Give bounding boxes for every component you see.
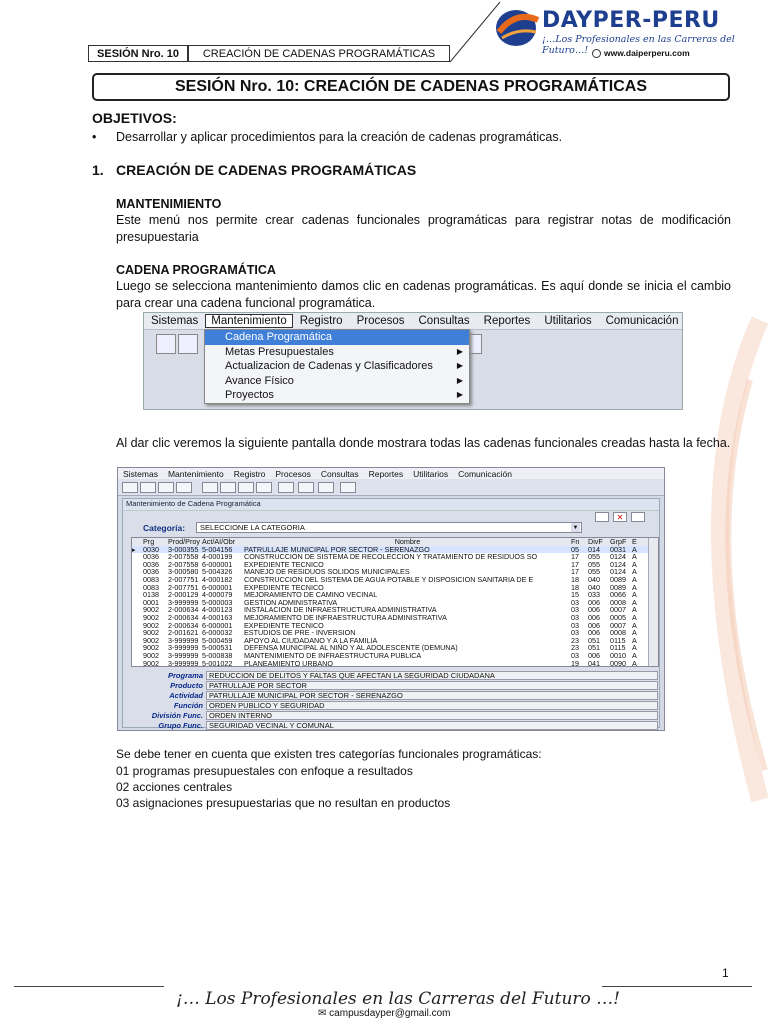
- table-cell: 0083: [143, 574, 159, 584]
- table-cell: 006: [588, 628, 600, 638]
- detail-row: [131, 711, 658, 720]
- table-cell: 2-000129: [168, 590, 199, 600]
- table-cell: 055: [588, 559, 600, 569]
- table-cell: 17: [571, 567, 579, 577]
- footer-rule-right: [602, 986, 752, 987]
- table-cell: 9002: [143, 605, 159, 615]
- table-cell: A: [632, 590, 637, 600]
- brand-name: DAYPER-PERU: [542, 8, 720, 33]
- dropdown-item-metas-presupuestales[interactable]: Metas Presupuestales ▶: [225, 345, 463, 358]
- table-cell: 03: [571, 605, 579, 615]
- table-cell: 0036: [143, 552, 159, 562]
- detail-row: [131, 671, 658, 680]
- table-cell: 9002: [143, 658, 159, 667]
- table-cell: 6-000001: [202, 559, 233, 569]
- first-icon[interactable]: [122, 482, 138, 493]
- detail-label: Producto: [170, 681, 203, 690]
- table-cell: A: [632, 559, 637, 569]
- table-cell: 051: [588, 643, 600, 653]
- table-cell: PATRULLAJE MUNICIPAL POR SECTOR - SERENAZGO: [244, 545, 430, 554]
- prev-record-button[interactable]: [178, 334, 198, 354]
- table-cell: 0089: [610, 582, 626, 592]
- table-cell: 041: [588, 658, 600, 667]
- app-screenshot: [117, 467, 665, 731]
- brand-slogan: ¡…Los Profesionales en las Carreras del Futuro…!: [542, 34, 735, 56]
- table-cell: PLANEAMIENTO URBANO: [244, 659, 333, 667]
- table-cell: 17: [571, 559, 579, 569]
- table-header: Prg Prod/Proy Act/AI/Obr Nombre Fn DivF GrpF E: [132, 538, 658, 546]
- table-cell: 2-007751: [168, 574, 199, 584]
- table-cell: 5-004156: [202, 544, 233, 554]
- session-label: SESIÓN Nro. 10: [88, 45, 188, 62]
- table-cell: 0083: [143, 582, 159, 592]
- table-cell: 4-000123: [202, 605, 233, 615]
- menu-comunicacion[interactable]: Comunicación: [605, 315, 679, 327]
- table-cell: 5-000531: [202, 643, 233, 653]
- table-cell: 3-999999: [168, 643, 199, 653]
- after-menu-text: Al dar clic veremos la siguiente pantalla donde mostrara todas las cadenas funcionales creadas hasta la fecha.: [116, 436, 731, 450]
- table-cell: 03: [571, 612, 579, 622]
- table-cell: EXPEDIENTE TECNICO: [244, 583, 324, 592]
- table-cell: 4-000079: [202, 590, 233, 600]
- menu-consultas[interactable]: Consultas: [418, 315, 470, 327]
- app-menu-sistemas[interactable]: Sistemas: [123, 468, 158, 479]
- save-icon[interactable]: [318, 482, 334, 493]
- table-cell: EXPEDIENTE TECNICO: [244, 560, 324, 569]
- table-cell: A: [632, 612, 637, 622]
- category-label: Categoría:: [143, 523, 186, 533]
- table-cell: A: [632, 597, 637, 607]
- detail-value: PATRULLAJE POR SECTOR: [206, 681, 658, 690]
- table-cell: 0036: [143, 559, 159, 569]
- table-cell: 0001: [143, 597, 159, 607]
- table-cell: 23: [571, 643, 579, 653]
- table-cell: 2-000634: [168, 620, 199, 630]
- submenu-arrow-icon: ▶: [456, 361, 463, 370]
- mantenimiento-dropdown: [204, 329, 470, 404]
- menu-registro[interactable]: Registro: [299, 315, 343, 327]
- detail-value: ORDEN PUBLICO Y SEGURIDAD: [206, 701, 658, 710]
- table-cell: 040: [588, 574, 600, 584]
- table-cell: 0090: [610, 658, 626, 667]
- objectives-heading: OBJETIVOS:: [92, 110, 177, 126]
- table-cell: 0005: [610, 612, 626, 622]
- brand-logo-icon: [494, 6, 544, 48]
- app-menu-comunicacion[interactable]: Comunicación: [458, 468, 512, 479]
- edit-record-icon[interactable]: [631, 512, 645, 522]
- table-cell: 055: [588, 552, 600, 562]
- table-cell: A: [632, 658, 637, 667]
- table-cell: 4-000199: [202, 552, 233, 562]
- category-item: 01 programas presupuestales con enfoque a resultados: [116, 764, 413, 778]
- table-cell: 4-000163: [202, 612, 233, 622]
- table-cell: 014: [588, 544, 600, 554]
- table-cell: 0031: [610, 544, 626, 554]
- table-cell: 0138: [143, 590, 159, 600]
- category-item: 03 asignaciones presupuestarias que no resultan en productos: [116, 796, 451, 810]
- detail-label: Grupo Func.: [158, 721, 203, 730]
- table-cell: 055: [588, 567, 600, 577]
- table-cell: A: [632, 582, 637, 592]
- detail-value: SEGURIDAD VECINAL Y COMUNAL: [206, 721, 658, 730]
- table-cell: A: [632, 574, 637, 584]
- table-cell: DEFENSA MUNICIPAL AL NIÑO Y AL ADOLESCENTE (DEMUNA): [244, 644, 458, 652]
- app-menu-mantenimiento[interactable]: Mantenimiento: [167, 468, 224, 479]
- table-cell: 19: [571, 658, 579, 667]
- footer-slogan: ¡… Los Profesionales en las Carreras del Futuro …!: [176, 989, 621, 1009]
- app-menubar: [118, 468, 664, 479]
- mantenimiento-window: [122, 498, 660, 728]
- table-cell: 5-000838: [202, 650, 233, 660]
- first-record-button[interactable]: [156, 334, 176, 354]
- detail-row: [131, 721, 658, 730]
- table-cell: 040: [588, 582, 600, 592]
- dropdown-item-actualizacion[interactable]: Actualizacion de Cadenas y Clasificadores ▶: [225, 360, 463, 372]
- table-cell: 2-001621: [168, 628, 199, 638]
- table-cell: A: [632, 567, 637, 577]
- table-cell: CONSTRUCCION DE SISTEMA DE RECOLECCION Y TRATAMIENTO DE RESIDUOS SO: [244, 553, 538, 561]
- table-cell: 15: [571, 590, 579, 600]
- table-cell: 5-004326: [202, 567, 233, 577]
- table-cell: 18: [571, 574, 579, 584]
- table-cell: 0124: [610, 552, 626, 562]
- exit-icon[interactable]: [340, 482, 356, 493]
- app-menu-utilitarios[interactable]: Utilitarios: [413, 468, 449, 479]
- table-cell: A: [632, 643, 637, 653]
- table-cell: 0115: [610, 635, 626, 645]
- table-cell: CONSTRUCCION DEL SISTEMA DE AGUA POTABLE Y DISPOSICION SANITARIA DE E: [244, 575, 534, 584]
- table-cell: 006: [588, 597, 600, 607]
- table-cell: 006: [588, 620, 600, 630]
- table-cell: APOYO AL CIUDADANO Y A LA FAMILIA: [244, 636, 378, 645]
- table-cell: 9002: [143, 612, 159, 622]
- table-cell: 03: [571, 650, 579, 660]
- table-cell: 051: [588, 635, 600, 645]
- app-menu-reportes[interactable]: Reportes: [368, 468, 404, 479]
- menu-reportes[interactable]: Reportes: [483, 315, 531, 327]
- mantenimiento-text: Este menú nos permite crear cadenas funcionales programáticas para registrar notas de modificación presupuestaria: [116, 213, 731, 244]
- submenu-arrow-icon: ▶: [456, 346, 463, 356]
- table-cell: A: [632, 650, 637, 660]
- table-cell: 17: [571, 552, 579, 562]
- table-cell: 0089: [610, 574, 626, 584]
- table-cell: 3-999999: [168, 650, 199, 660]
- table-cell: 0124: [610, 567, 626, 577]
- page-number: 1: [722, 966, 729, 980]
- table-cell: 0008: [610, 597, 626, 607]
- table-cell: 9002: [143, 643, 159, 653]
- last-icon[interactable]: [176, 482, 192, 493]
- section-number: 1.: [92, 162, 104, 178]
- prev-icon[interactable]: [140, 482, 156, 493]
- table-cell: 18: [571, 582, 579, 592]
- delete-icon[interactable]: [256, 482, 272, 493]
- grid-icon[interactable]: [298, 482, 314, 493]
- dropdown-item-proyectos[interactable]: Proyectos ▶: [225, 389, 463, 401]
- table-cell: MEJORAMIENTO DE INFRAESTRUCTURA ADMINISTRATIVA: [244, 613, 447, 622]
- table-cell: 0008: [610, 628, 626, 638]
- table-cell: MEJORAMIENTO DE CAMINO VECINAL: [244, 591, 378, 599]
- cadenas-table: [131, 537, 659, 667]
- table-cell: A: [632, 544, 637, 554]
- submenu-arrow-icon: ▶: [456, 390, 463, 399]
- table-cell: 2-000634: [168, 612, 199, 622]
- copy-icon[interactable]: [238, 482, 254, 493]
- detail-value: ORDEN INTERNO: [206, 711, 658, 720]
- app-toolbar: [118, 479, 664, 496]
- window-title: Mantenimiento de Cadena Programática: [123, 499, 659, 511]
- app-menu-registro[interactable]: Registro: [233, 468, 266, 479]
- detail-label: División Func.: [151, 711, 203, 720]
- globe-icon: [592, 49, 601, 58]
- mail-icon: ✉: [318, 1008, 327, 1019]
- table-cell: 23: [571, 635, 579, 645]
- table-cell: MANTENIMIENTO DE INFRAESTRUCTURA PUBLICA: [244, 651, 422, 660]
- table-cell: 006: [588, 612, 600, 622]
- menu-procesos[interactable]: Procesos: [356, 315, 405, 327]
- table-cell: GESTION ADMINISTRATIVA: [244, 598, 338, 607]
- cadena-text: Luego se selecciona mantenimiento damos clic en cadenas programáticas. Es aquí donde se inicia el cambio para crear una cadena funcional programática.: [116, 279, 731, 310]
- table-cell: A: [632, 552, 637, 562]
- menubar: [144, 313, 682, 330]
- menu-screenshot: [143, 312, 683, 410]
- table-cell: 0007: [610, 605, 626, 615]
- table-row[interactable]: [132, 660, 658, 668]
- new-record-icon[interactable]: [595, 512, 609, 522]
- footer-rule-left: [14, 986, 164, 987]
- table-cell: 3-000355: [168, 544, 199, 554]
- table-cell: 006: [588, 605, 600, 615]
- detail-label: Función: [173, 701, 203, 710]
- table-cell: 2-007751: [168, 582, 199, 592]
- table-cell: 6-000032: [202, 628, 233, 638]
- table-cell: 6-000001: [202, 582, 233, 592]
- dropdown-item-avance-fisico[interactable]: Avance Físico ▶: [225, 374, 463, 387]
- table-cell: 2-000634: [168, 605, 199, 615]
- table-cell: 9002: [143, 620, 159, 630]
- detail-row: [131, 691, 658, 700]
- app-menu-consultas[interactable]: Consultas: [320, 468, 359, 479]
- table-cell: 0010: [610, 650, 626, 660]
- section-heading: CREACIÓN DE CADENAS PROGRAMÁTICAS: [116, 162, 417, 178]
- table-cell: 5-001022: [202, 658, 233, 667]
- table-cell: 9002: [143, 635, 159, 645]
- cadena-heading: CADENA PROGRAMÁTICA: [116, 263, 276, 277]
- table-cell: 0007: [610, 620, 626, 630]
- table-cell: 4-000182: [202, 574, 233, 584]
- detail-label: Actividad: [169, 691, 203, 700]
- table-cell: 3-999999: [168, 597, 199, 607]
- website-link[interactable]: www.daiperperu.com: [592, 48, 690, 58]
- table-cell: 5-000003: [202, 597, 233, 607]
- bullet-icon: •: [92, 130, 97, 144]
- detail-label: Programa: [167, 671, 203, 680]
- session-topic: CREACIÓN DE CADENAS PROGRAMÁTICAS: [188, 45, 450, 62]
- category-select[interactable]: SELECCIONE LA CATEGORIA ▼: [196, 522, 582, 533]
- table-cell: 3-999999: [168, 658, 199, 667]
- menu-utilitarios[interactable]: Utilitarios: [544, 315, 592, 327]
- table-cell: MANEJO DE RESIDUOS SOLIDOS MUNICIPALES: [244, 568, 410, 576]
- table-cell: 05: [571, 544, 579, 554]
- detail-value: REDUCCION DE DELITOS Y FALTAS QUE AFECTAN LA SEGURIDAD CIUDADANA: [206, 671, 658, 680]
- category-item: 02 acciones centrales: [116, 780, 233, 794]
- table-cell: A: [632, 605, 637, 615]
- delete-record-icon[interactable]: ✕: [613, 512, 627, 522]
- table-scrollbar[interactable]: [648, 538, 658, 666]
- page-title: SESIÓN Nro. 10: CREACIÓN DE CADENAS PROGRAMÁTICAS: [92, 73, 730, 101]
- table-cell: 0036: [143, 567, 159, 577]
- footer-email[interactable]: ✉ campusdayper@gmail.com: [318, 1008, 451, 1019]
- table-cell: 9002: [143, 628, 159, 638]
- new-icon[interactable]: [202, 482, 218, 493]
- table-cell: 03: [571, 628, 579, 638]
- mantenimiento-heading: MANTENIMIENTO: [116, 197, 222, 211]
- table-cell: 9002: [143, 650, 159, 660]
- detail-row: [131, 681, 658, 690]
- table-cell: INSTALACION DE INFRAESTRUCTURA ADMINISTRATIVA: [244, 606, 437, 614]
- next-icon[interactable]: [158, 482, 174, 493]
- table-cell: 033: [588, 590, 600, 600]
- table-row[interactable]: ▸ 0030 3-000355 5-004156 PATRULLAJE MUNICIPAL POR SECTOR - SERENAZGO 05 014 0031 A: [132, 546, 658, 554]
- table-cell: A: [632, 620, 637, 630]
- chevron-down-icon: ▼: [572, 525, 579, 531]
- table-cell: A: [632, 635, 637, 645]
- table-cell: ESTUDIOS DE PRE - INVERSION: [244, 629, 356, 637]
- print-icon[interactable]: [278, 482, 294, 493]
- table-cell: 006: [588, 650, 600, 660]
- table-cell: EXPEDIENTE TECNICO: [244, 621, 324, 630]
- submenu-arrow-icon: ▶: [456, 375, 463, 385]
- table-cell: 03: [571, 620, 579, 630]
- table-cell: 2-007558: [168, 559, 199, 569]
- table-cell: 0124: [610, 559, 626, 569]
- table-cell: A: [632, 628, 637, 638]
- categories-intro: Se debe tener en cuenta que existen tres categorías funcionales programáticas:: [116, 747, 542, 761]
- table-cell: 2-007558: [168, 552, 199, 562]
- table-cell: 0066: [610, 590, 626, 600]
- table-cell: 3-999999: [168, 635, 199, 645]
- detail-row: [131, 701, 658, 710]
- table-cell: 03: [571, 597, 579, 607]
- table-cell: 0115: [610, 643, 626, 653]
- menu-sistemas[interactable]: Sistemas: [151, 315, 199, 327]
- edit-icon[interactable]: [220, 482, 236, 493]
- table-cell: 6-000001: [202, 620, 233, 630]
- app-menu-procesos[interactable]: Procesos: [275, 468, 311, 479]
- detail-value: PATRULLAJE MUNICIPAL POR SECTOR - SERENAZGO: [206, 691, 658, 700]
- table-cell: 5-000459: [202, 635, 233, 645]
- table-cell: 0030: [143, 544, 159, 554]
- table-cell: 3-000580: [168, 567, 199, 577]
- objective-item: Desarrollar y aplicar procedimientos para la creación de cadenas programáticas.: [116, 130, 563, 144]
- dropdown-item-cadena-programatica[interactable]: Cadena Programática: [205, 330, 469, 345]
- menu-mantenimiento[interactable]: Mantenimiento: [205, 314, 292, 328]
